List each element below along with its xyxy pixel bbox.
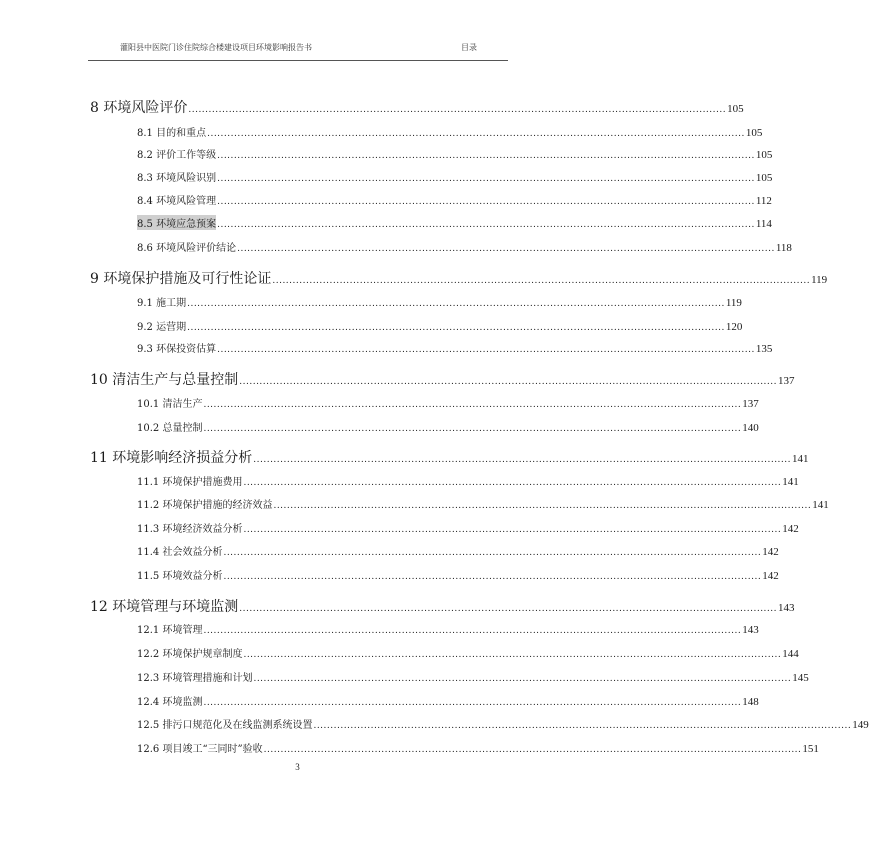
toc-page-number: 149 [852, 719, 869, 731]
toc-entry-title: 9.2 运营期 [137, 322, 187, 333]
toc-entry-title: 11.2 环境保护措施的经济效益 [137, 500, 273, 511]
toc-entry-title: 9.1 施工期 [137, 298, 187, 309]
toc-page-number: 140 [742, 422, 759, 434]
toc-entry-title: 11.1 环境保护措施费用 [137, 477, 243, 488]
toc-page-number: 148 [742, 696, 759, 708]
toc-leader-dots: ................................................................................................................................................................ [187, 323, 725, 333]
toc-leader-dots: ................................................................................................................................................................ [243, 478, 782, 488]
toc-page-number: 105 [755, 149, 773, 161]
toc-entry-title: 12.6 项目竣工“三同时”验收 [137, 744, 263, 755]
toc-page-number: 105 [755, 172, 773, 184]
toc-page-number: 119 [725, 297, 742, 309]
toc-leader-dots: ................................................................................................................................................................ [237, 244, 775, 254]
toc-leader-dots: ................................................................................................................................................................ [207, 129, 745, 139]
toc-leader-dots: ................................................................................................................................................................ [273, 501, 812, 511]
toc-leader-dots: ................................................................................................................................................................ [217, 345, 755, 355]
toc-leader-dots: ................................................................................................................................................................ [239, 377, 777, 387]
toc-section-entry[interactable] [137, 543, 779, 558]
toc-leader-dots: ................................................................................................................................................................ [203, 424, 742, 434]
toc-page-number: 143 [742, 624, 759, 636]
toc-entry-title: 8.2 评价工作等级 [137, 150, 217, 161]
toc-section-entry[interactable] [137, 740, 819, 755]
toc-chapter-entry[interactable] [90, 596, 795, 616]
toc-section-entry[interactable] [137, 239, 792, 254]
toc-leader-dots: ................................................................................................................................................................ [313, 721, 852, 731]
toc-leader-dots: ................................................................................................................................................................ [203, 400, 742, 410]
toc-section-entry[interactable] [137, 192, 772, 207]
toc-entry-title: 12 环境管理与环境监测 [90, 599, 239, 615]
toc-entry-title: 11.3 环境经济效益分析 [137, 524, 243, 535]
toc-section-entry[interactable] [137, 473, 799, 488]
toc-page-number: 137 [742, 398, 759, 410]
toc-section-entry[interactable] [137, 294, 742, 309]
toc-entry-title: 12.4 环境监测 [137, 697, 203, 708]
toc-entry-title: 10.2 总量控制 [137, 423, 203, 434]
toc-section-entry[interactable] [137, 645, 799, 660]
toc-page-number: 141 [782, 476, 799, 488]
toc-entry-title: 9.3 环保投资估算 [137, 344, 217, 355]
toc-page-number: 118 [775, 242, 792, 254]
toc-leader-dots: ................................................................................................................................................................ [253, 674, 792, 684]
toc-page-number: 137 [778, 375, 795, 387]
toc-page-number: 142 [762, 570, 779, 582]
toc-page-number: 120 [725, 321, 743, 333]
toc-leader-dots: ................................................................................................................................................................ [187, 299, 725, 309]
toc-leader-dots: ................................................................................................................................................................ [223, 572, 762, 582]
toc-chapter-entry[interactable] [90, 97, 744, 117]
toc-entry-title: 11.5 环境效益分析 [137, 571, 223, 582]
toc-section-entry[interactable] [137, 693, 759, 708]
toc-leader-dots: ................................................................................................................................................................ [243, 650, 782, 660]
toc-entry-title: 8.4 环境风险管理 [137, 196, 217, 207]
toc-section-entry[interactable] [137, 621, 759, 636]
toc-leader-dots: ................................................................................................................................................................ [253, 455, 791, 465]
toc-leader-dots: ................................................................................................................................................................ [239, 604, 777, 614]
toc-leader-dots: ................................................................................................................................................................ [203, 626, 742, 636]
toc-entry-title: 8 环境风险评价 [90, 100, 188, 116]
toc-section-entry[interactable] [137, 395, 759, 410]
toc-section-entry[interactable] [137, 318, 743, 333]
toc-page-number: 135 [755, 343, 773, 355]
toc-page-number: 114 [755, 218, 772, 230]
toc-page-number: 144 [782, 648, 799, 660]
toc-chapter-entry[interactable] [90, 369, 795, 389]
toc-page-number: 142 [762, 546, 779, 558]
toc-page-number: 141 [792, 453, 809, 465]
toc-leader-dots: ................................................................................................................................................................ [217, 151, 755, 161]
toc-page-number: 151 [802, 743, 819, 755]
toc-chapter-entry[interactable] [90, 447, 809, 467]
toc-leader-dots: ................................................................................................................................................................ [223, 548, 762, 558]
toc-page-number: 105 [745, 127, 763, 139]
toc-entry-title: 12.3 环境管理措施和计划 [137, 673, 253, 684]
toc-page-number: 143 [778, 602, 795, 614]
toc-entry-title: 10.1 清洁生产 [137, 399, 203, 410]
toc-leader-dots: ................................................................................................................................................................ [263, 745, 802, 755]
toc-page-number: 105 [727, 103, 744, 115]
toc-section-entry[interactable] [137, 716, 869, 731]
toc-section-entry[interactable] [137, 215, 772, 230]
page-number: 3 [295, 762, 300, 772]
toc-chapter-entry[interactable] [90, 268, 828, 288]
toc-section-entry[interactable] [137, 520, 799, 535]
toc-page-number: 112 [755, 195, 772, 207]
toc-section-entry[interactable] [137, 146, 773, 161]
toc-leader-dots: ................................................................................................................................................................ [203, 698, 742, 708]
toc-page-number: 141 [812, 499, 829, 511]
toc-leader-dots: ................................................................................................................................................................ [217, 197, 755, 207]
toc-section-entry[interactable] [137, 567, 779, 582]
toc-leader-dots: ................................................................................................................................................................ [188, 105, 727, 115]
toc-entry-title: 10 清洁生产与总量控制 [90, 372, 239, 388]
toc-section-entry[interactable] [137, 169, 773, 184]
toc-leader-dots: ................................................................................................................................................................ [243, 525, 782, 535]
toc-entry-title: 11 环境影响经济损益分析 [90, 450, 253, 466]
toc-leader-dots: ................................................................................................................................................................ [217, 174, 755, 184]
toc-entry-title: 8.6 环境风险评价结论 [137, 243, 237, 254]
toc-leader-dots: ................................................................................................................................................................ [272, 276, 811, 286]
toc-section-entry[interactable] [137, 669, 809, 684]
toc-entry-title: 9 环境保护措施及可行性论证 [90, 271, 272, 287]
toc-leader-dots: ................................................................................................................................................................ [217, 220, 755, 230]
toc-entry-title: 8.3 环境风险识别 [137, 173, 217, 184]
section-name: 目录 [461, 43, 477, 52]
toc-page-number: 119 [811, 274, 828, 286]
toc-section-entry[interactable] [137, 340, 773, 355]
toc-section-entry[interactable] [137, 496, 829, 511]
toc-entry-title: 12.1 环境管理 [137, 625, 203, 636]
toc-page-number: 145 [792, 672, 809, 684]
toc-entry-title: 8.5 环境应急预案 [137, 215, 216, 230]
toc-section-entry[interactable] [137, 419, 759, 434]
toc-section-entry[interactable] [137, 124, 763, 139]
toc-entry-title: 8.1 目的和重点 [137, 128, 207, 139]
toc-entry-title: 12.5 排污口规范化及在线监测系统设置 [137, 720, 313, 731]
toc-entry-title: 11.4 社会效益分析 [137, 547, 223, 558]
document-title: 灌阳县中医院门诊住院综合楼建设项目环境影响报告书 [120, 43, 312, 52]
toc-page-number: 142 [782, 523, 799, 535]
toc-entry-title: 12.2 环境保护规章制度 [137, 649, 243, 660]
